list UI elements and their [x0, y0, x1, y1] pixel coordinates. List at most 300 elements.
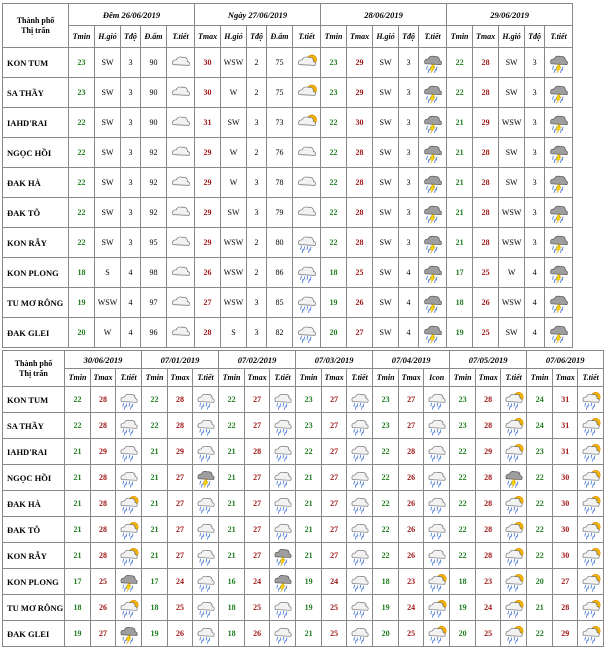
tmin-value: 22	[69, 168, 95, 198]
cloud-icon	[167, 108, 195, 138]
tmax-value: 28	[476, 387, 501, 413]
tmin-value: 21	[219, 517, 245, 543]
tmin-value: 21	[65, 517, 91, 543]
rain-icon	[424, 491, 450, 517]
tmax-value: 31	[553, 413, 578, 439]
tmax-value: 27	[245, 387, 270, 413]
tmin-value: 21	[447, 168, 473, 198]
column-header: Tmin	[447, 26, 473, 48]
period-header: 28/06/2019	[321, 4, 447, 26]
wind-direction: SW	[95, 78, 121, 108]
tmax-value: 28	[473, 198, 499, 228]
tmin-value: 23	[373, 387, 399, 413]
tmin-value: 19	[142, 621, 168, 647]
tmin-value: 21	[527, 595, 553, 621]
wind-speed: 3	[247, 168, 267, 198]
wind-direction: SW	[373, 48, 399, 78]
rain-thunder-icon	[545, 228, 573, 258]
tmin-value: 21	[142, 517, 168, 543]
tmax-value: 26	[91, 595, 116, 621]
wind-direction: SW	[95, 198, 121, 228]
tmax-value: 29	[553, 621, 578, 647]
rain-thunder-icon	[419, 258, 447, 288]
tmin-value: 22	[321, 138, 347, 168]
humidity-value: 95	[141, 228, 167, 258]
column-header: H.gió	[373, 26, 399, 48]
rain-icon	[293, 228, 321, 258]
humidity-value: 78	[267, 168, 293, 198]
column-header: Tmin	[69, 26, 95, 48]
city-name: ĐAK GLEI	[3, 318, 69, 348]
tmin-value: 22	[69, 108, 95, 138]
tmin-value: 22	[142, 413, 168, 439]
rain-icon	[424, 517, 450, 543]
column-header: Tmax	[322, 369, 347, 387]
rain-icon	[270, 595, 296, 621]
sun-rain-icon	[116, 491, 142, 517]
wind-direction: W	[221, 168, 247, 198]
tmin-value: 21	[296, 517, 322, 543]
tmin-value: 18	[142, 595, 168, 621]
sun-rain-icon	[116, 595, 142, 621]
tmin-value: 22	[69, 228, 95, 258]
city-name: KON RẪY	[3, 228, 69, 258]
tmin-value: 22	[450, 543, 476, 569]
wind-direction: W	[221, 78, 247, 108]
rain-icon	[193, 621, 219, 647]
wind-speed: 3	[247, 288, 267, 318]
tmin-value: 21	[142, 439, 168, 465]
sun-rain-icon	[501, 569, 527, 595]
tmin-value: 22	[447, 48, 473, 78]
column-header: Tmin	[373, 369, 399, 387]
tmax-value: 28	[168, 387, 193, 413]
tmin-value: 22	[373, 491, 399, 517]
rain-thunder-icon	[270, 543, 296, 569]
wind-speed: 4	[399, 318, 419, 348]
tmin-value: 22	[65, 413, 91, 439]
wind-speed: 3	[525, 228, 545, 258]
tmin-value: 22	[296, 439, 322, 465]
table-row	[3, 168, 573, 198]
tmax-value: 28	[347, 228, 373, 258]
humidity-value: 85	[267, 288, 293, 318]
rain-thunder-icon	[545, 138, 573, 168]
tmin-value: 23	[527, 439, 553, 465]
rain-thunder-icon	[419, 198, 447, 228]
humidity-value: 75	[267, 78, 293, 108]
column-header: Đ.ẩm	[267, 26, 293, 48]
sun-rain-icon	[501, 543, 527, 569]
rain-thunder-icon	[419, 318, 447, 348]
tmax-value: 26	[399, 543, 424, 569]
wind-speed: 3	[525, 138, 545, 168]
wind-speed: 3	[399, 168, 419, 198]
tmin-value: 17	[447, 258, 473, 288]
tmax-value: 28	[91, 543, 116, 569]
tmin-value: 23	[321, 78, 347, 108]
wind-speed: 3	[247, 198, 267, 228]
table-row	[3, 543, 604, 569]
tmin-value: 22	[321, 108, 347, 138]
rain-thunder-icon	[419, 228, 447, 258]
sun-rain-icon	[578, 413, 604, 439]
rain-icon	[347, 465, 373, 491]
rain-icon	[347, 439, 373, 465]
tmin-value: 22	[450, 439, 476, 465]
tmin-value: 23	[373, 413, 399, 439]
tmin-value: 21	[447, 108, 473, 138]
rain-thunder-icon	[419, 138, 447, 168]
wind-speed: 3	[399, 78, 419, 108]
tmin-value: 22	[321, 168, 347, 198]
rain-icon	[347, 387, 373, 413]
city-name: KON RẪY	[3, 543, 65, 569]
wind-speed: 4	[399, 288, 419, 318]
rain-icon	[116, 387, 142, 413]
table-row	[3, 595, 604, 621]
rain-thunder-icon	[419, 288, 447, 318]
city-name: TU MƠ RÔNG	[3, 288, 69, 318]
tmin-value: 18	[219, 595, 245, 621]
wind-speed: 3	[399, 48, 419, 78]
tmax-value: 29	[195, 138, 221, 168]
table-row	[3, 621, 604, 647]
tmax-value: 24	[476, 595, 501, 621]
wind-direction: SW	[373, 318, 399, 348]
wind-speed: 4	[525, 318, 545, 348]
rain-icon	[424, 543, 450, 569]
tmin-value: 20	[69, 318, 95, 348]
table-row	[3, 288, 573, 318]
tmin-value: 22	[142, 387, 168, 413]
rain-icon	[193, 387, 219, 413]
table-row	[3, 108, 573, 138]
tmin-value: 23	[69, 78, 95, 108]
tmax-value: 27	[322, 413, 347, 439]
rain-icon	[193, 543, 219, 569]
sun-rain-icon	[424, 569, 450, 595]
wind-direction: SW	[221, 108, 247, 138]
tmin-value: 22	[527, 517, 553, 543]
rain-icon	[293, 258, 321, 288]
tmax-value: 28	[91, 387, 116, 413]
tmin-value: 23	[450, 413, 476, 439]
forecast-table-daily	[2, 3, 573, 348]
tmin-value: 19	[450, 595, 476, 621]
column-header: H.gió	[95, 26, 121, 48]
tmax-value: 28	[347, 198, 373, 228]
cloud-icon	[167, 78, 195, 108]
tmin-value: 21	[296, 621, 322, 647]
date-header: 07/06/2019	[527, 351, 604, 369]
tmin-value: 17	[142, 569, 168, 595]
tmax-value: 25	[399, 621, 424, 647]
column-header: Tmin	[65, 369, 91, 387]
wind-direction: SW	[373, 108, 399, 138]
tmax-value: 28	[91, 491, 116, 517]
tmax-value: 27	[322, 439, 347, 465]
tmin-value: 21	[447, 228, 473, 258]
sun-rain-icon	[501, 387, 527, 413]
tmax-value: 30	[553, 491, 578, 517]
column-header: Tmax	[195, 26, 221, 48]
tmax-value: 27	[168, 517, 193, 543]
tmin-value: 22	[527, 465, 553, 491]
tmax-value: 28	[91, 517, 116, 543]
tmin-value: 18	[373, 569, 399, 595]
humidity-value: 90	[141, 78, 167, 108]
rain-icon	[347, 491, 373, 517]
tmax-value: 28	[91, 465, 116, 491]
tmin-value: 18	[450, 569, 476, 595]
wind-direction: SW	[221, 198, 247, 228]
rain-icon	[424, 465, 450, 491]
period-header: Đêm 26/06/2019	[69, 4, 195, 26]
rain-icon	[193, 595, 219, 621]
wind-speed: 4	[121, 318, 141, 348]
rain-thunder-icon	[501, 465, 527, 491]
tmin-value: 18	[219, 621, 245, 647]
rain-icon	[347, 543, 373, 569]
tmin-value: 20	[450, 621, 476, 647]
city-name: KON TUM	[3, 387, 65, 413]
wind-speed: 4	[525, 258, 545, 288]
tmax-value: 26	[399, 465, 424, 491]
tmin-value: 19	[321, 288, 347, 318]
tmax-value: 28	[91, 413, 116, 439]
column-header: H.gió	[221, 26, 247, 48]
wind-speed: 3	[525, 198, 545, 228]
tmin-value: 22	[321, 198, 347, 228]
city-name: TU MƠ RÔNG	[3, 595, 65, 621]
rain-icon	[347, 621, 373, 647]
humidity-value: 98	[141, 258, 167, 288]
rain-thunder-icon	[545, 288, 573, 318]
wind-speed: 3	[525, 108, 545, 138]
column-header: Tmax	[347, 26, 373, 48]
city-name: ĐAK GLEI	[3, 621, 65, 647]
tmin-value: 20	[321, 318, 347, 348]
wind-speed: 2	[247, 78, 267, 108]
wind-direction: W	[221, 138, 247, 168]
tmax-value: 27	[245, 543, 270, 569]
rain-icon	[293, 318, 321, 348]
rain-thunder-icon	[545, 258, 573, 288]
tmax-value: 25	[91, 569, 116, 595]
tmin-value: 22	[69, 138, 95, 168]
tmin-value: 18	[447, 288, 473, 318]
column-header: Tđộ	[121, 26, 141, 48]
tmax-value: 26	[195, 258, 221, 288]
tmax-value: 30	[347, 108, 373, 138]
rain-icon	[424, 413, 450, 439]
tmin-value: 21	[65, 465, 91, 491]
tmax-value: 26	[245, 621, 270, 647]
sun-rain-icon	[424, 595, 450, 621]
tmax-value: 28	[347, 138, 373, 168]
tmax-value: 27	[322, 387, 347, 413]
column-header: Tmax	[245, 369, 270, 387]
sun-rain-icon	[578, 543, 604, 569]
city-name: ĐAK TÔ	[3, 198, 69, 228]
wind-direction: SW	[373, 78, 399, 108]
tmax-value: 30	[553, 543, 578, 569]
tmin-value: 22	[219, 413, 245, 439]
table-row	[3, 78, 573, 108]
rain-icon	[270, 621, 296, 647]
humidity-value: 75	[267, 48, 293, 78]
wind-direction: W	[499, 258, 525, 288]
tmax-value: 26	[399, 491, 424, 517]
column-header: Tđộ	[399, 26, 419, 48]
tmin-value: 22	[373, 465, 399, 491]
tmin-value: 19	[447, 318, 473, 348]
city-name: IAHD'RAI	[3, 439, 65, 465]
wind-direction: W	[95, 318, 121, 348]
tmax-value: 28	[245, 439, 270, 465]
tmin-value: 18	[69, 258, 95, 288]
tmax-value: 30	[553, 517, 578, 543]
tmax-value: 27	[245, 465, 270, 491]
sun-rain-icon	[578, 439, 604, 465]
table-row	[3, 387, 604, 413]
tmax-value: 25	[245, 595, 270, 621]
wind-speed: 4	[525, 288, 545, 318]
column-header: Icon	[424, 369, 450, 387]
humidity-value: 82	[267, 318, 293, 348]
tmin-value: 20	[527, 569, 553, 595]
wind-speed: 3	[399, 228, 419, 258]
wind-speed: 3	[121, 108, 141, 138]
tmin-value: 19	[65, 621, 91, 647]
tmax-value: 28	[476, 517, 501, 543]
wind-direction: SW	[499, 138, 525, 168]
wind-direction: SW	[499, 48, 525, 78]
forecast-table-weekly	[2, 350, 604, 647]
tmax-value: 29	[195, 228, 221, 258]
tmin-value: 18	[321, 258, 347, 288]
wind-speed: 2	[247, 258, 267, 288]
humidity-value: 86	[267, 258, 293, 288]
sun-rain-icon	[424, 621, 450, 647]
cloud-icon	[167, 318, 195, 348]
wind-direction: SW	[95, 108, 121, 138]
tmin-value: 19	[296, 595, 322, 621]
tmin-value: 21	[219, 491, 245, 517]
sun-rain-icon	[578, 595, 604, 621]
humidity-value: 90	[141, 48, 167, 78]
tmax-value: 28	[399, 439, 424, 465]
humidity-value: 97	[141, 288, 167, 318]
cloud-icon	[167, 288, 195, 318]
cloud-icon	[293, 168, 321, 198]
table-row	[3, 491, 604, 517]
column-header: T.tiết	[270, 369, 296, 387]
tmin-value: 21	[219, 543, 245, 569]
tmax-value: 26	[347, 288, 373, 318]
wind-speed: 2	[247, 228, 267, 258]
rain-icon	[193, 517, 219, 543]
rain-icon	[193, 439, 219, 465]
corner-label-city: Thành phố	[14, 358, 53, 368]
rain-icon	[347, 413, 373, 439]
tmax-value: 30	[195, 78, 221, 108]
tmax-value: 28	[195, 318, 221, 348]
tmin-value: 19	[69, 288, 95, 318]
rain-icon	[193, 413, 219, 439]
rain-thunder-icon	[545, 108, 573, 138]
tmax-value: 29	[195, 198, 221, 228]
tmax-value: 27	[322, 465, 347, 491]
rain-icon	[424, 439, 450, 465]
tmin-value: 19	[373, 595, 399, 621]
wind-speed: 3	[247, 108, 267, 138]
corner-label-town: Thị trấn	[19, 368, 48, 378]
rain-icon	[270, 387, 296, 413]
cloud-icon	[167, 258, 195, 288]
tmin-value: 24	[527, 413, 553, 439]
column-header: Tmin	[321, 26, 347, 48]
column-header: T.tiết	[293, 26, 321, 48]
period-header: Ngày 27/06/2019	[195, 4, 321, 26]
rain-icon	[293, 288, 321, 318]
tmin-value: 21	[219, 439, 245, 465]
humidity-value: 92	[141, 138, 167, 168]
tmin-value: 23	[296, 387, 322, 413]
tmin-value: 21	[65, 439, 91, 465]
tmax-value: 27	[322, 491, 347, 517]
wind-speed: 3	[525, 168, 545, 198]
tmax-value: 28	[476, 543, 501, 569]
sun-rain-icon	[501, 621, 527, 647]
sun-rain-icon	[501, 517, 527, 543]
tmax-value: 30	[195, 48, 221, 78]
cloud-icon	[293, 138, 321, 168]
tmin-value: 22	[69, 198, 95, 228]
wind-speed: 3	[247, 318, 267, 348]
tmin-value: 22	[450, 491, 476, 517]
cloud-icon	[167, 228, 195, 258]
tmin-value: 22	[450, 517, 476, 543]
tmax-value: 28	[553, 595, 578, 621]
tmax-value: 29	[473, 108, 499, 138]
tmax-value: 27	[245, 413, 270, 439]
tmin-value: 22	[450, 465, 476, 491]
cloud-icon	[167, 168, 195, 198]
tmax-value: 27	[322, 517, 347, 543]
tmin-value: 22	[321, 228, 347, 258]
column-header: T.tiết	[545, 26, 573, 48]
wind-direction: SW	[373, 198, 399, 228]
column-header: Tmax	[399, 369, 424, 387]
cloud-icon	[293, 198, 321, 228]
date-header: 07/02/2019	[219, 351, 296, 369]
tmax-value: 29	[91, 439, 116, 465]
rain-thunder-icon	[419, 108, 447, 138]
wind-speed: 4	[121, 288, 141, 318]
tmax-value: 27	[245, 491, 270, 517]
table-row	[3, 318, 573, 348]
rain-thunder-icon	[116, 569, 142, 595]
tmax-value: 29	[347, 48, 373, 78]
wind-direction: SW	[373, 288, 399, 318]
humidity-value: 79	[267, 198, 293, 228]
tmax-value: 28	[476, 465, 501, 491]
column-header: Tmax	[91, 369, 116, 387]
humidity-value: 92	[141, 198, 167, 228]
tmin-value: 21	[65, 491, 91, 517]
